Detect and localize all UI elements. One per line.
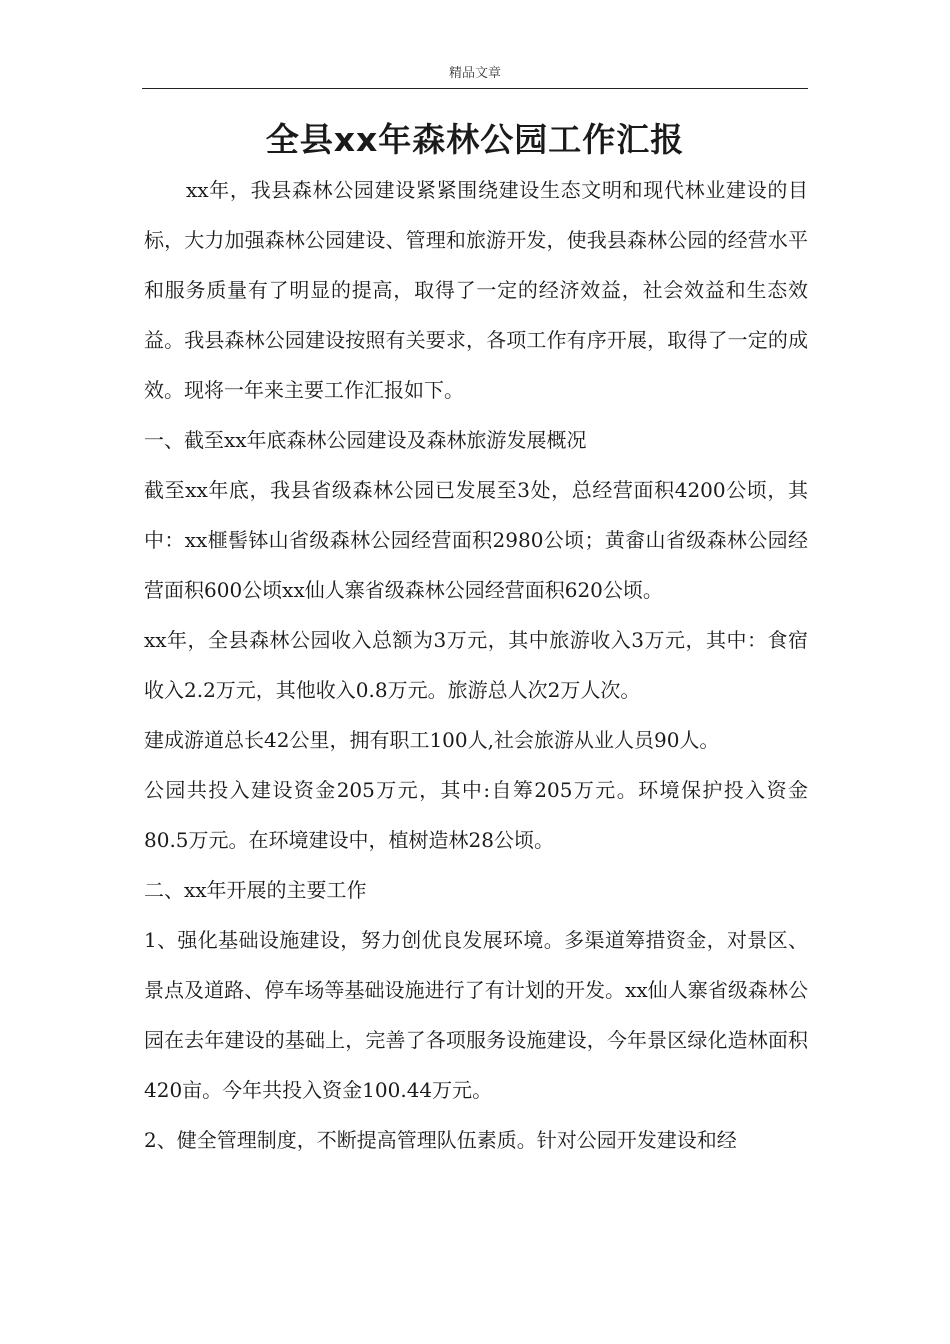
section-heading-1: 一、截至xx年底森林公园建设及森林旅游发展概况 (144, 428, 587, 452)
header-divider (142, 88, 808, 89)
page-header: 精品文章 (448, 66, 501, 81)
intro-paragraph: xx年，我县森林公园建设紧紧围绕建设生态文明和现代林业建设的目标，大力加强森林公园建设、管理和旅游开发，使我县森林公园的经营水平和服务质量有了明显的提高，取得了一定的经济效益，社会效益和生态效益。我县森林公园建设按照有关要求，各项工作有序开展，取得了一定的成效。现将一年来主要工作汇报如下。 (144, 178, 808, 402)
body-paragraph: 公园共投入建设资金205万元，其中:自筹205万元。环境保护投入资金80.5万元。在环境建设中，植树造林28公顷。 (144, 778, 808, 852)
list-item-1: 1、强化基础设施建设，努力创优良发展环境。多渠道筹措资金，对景区、景点及道路、停车场等基础设施进行了有计划的开发。xx仙人寨省级森林公园在去年建设的基础上，完善了各项服务设施建设，今年景区绿化造林面积420亩。今年共投入资金100.44万元。 (144, 928, 808, 1102)
document-title: 全县xx年森林公园工作汇报 (265, 120, 685, 159)
body-paragraph: xx年，全县森林公园收入总额为3万元，其中旅游收入3万元，其中：食宿收入2.2万元，其他收入0.8万元。旅游总人次2万人次。 (144, 628, 808, 702)
document-body (144, 165, 808, 1165)
body-paragraph: 截至xx年底，我县省级森林公园已发展至3处，总经营面积4200公顷，其中：xx榧髻钵山省级森林公园经营面积2980公顷；黄畲山省级森林公园经营面积600公顷xx仙人寨省级森林公园经营面积620公顷。 (144, 478, 808, 602)
list-item-2: 2、健全管理制度，不断提高管理队伍素质。针对公园开发建设和经 (144, 1128, 737, 1152)
section-heading-2: 二、xx年开展的主要工作 (144, 878, 367, 902)
body-paragraph: 建成游道总长42公里，拥有职工100人,社会旅游从业人员90人。 (144, 728, 720, 752)
